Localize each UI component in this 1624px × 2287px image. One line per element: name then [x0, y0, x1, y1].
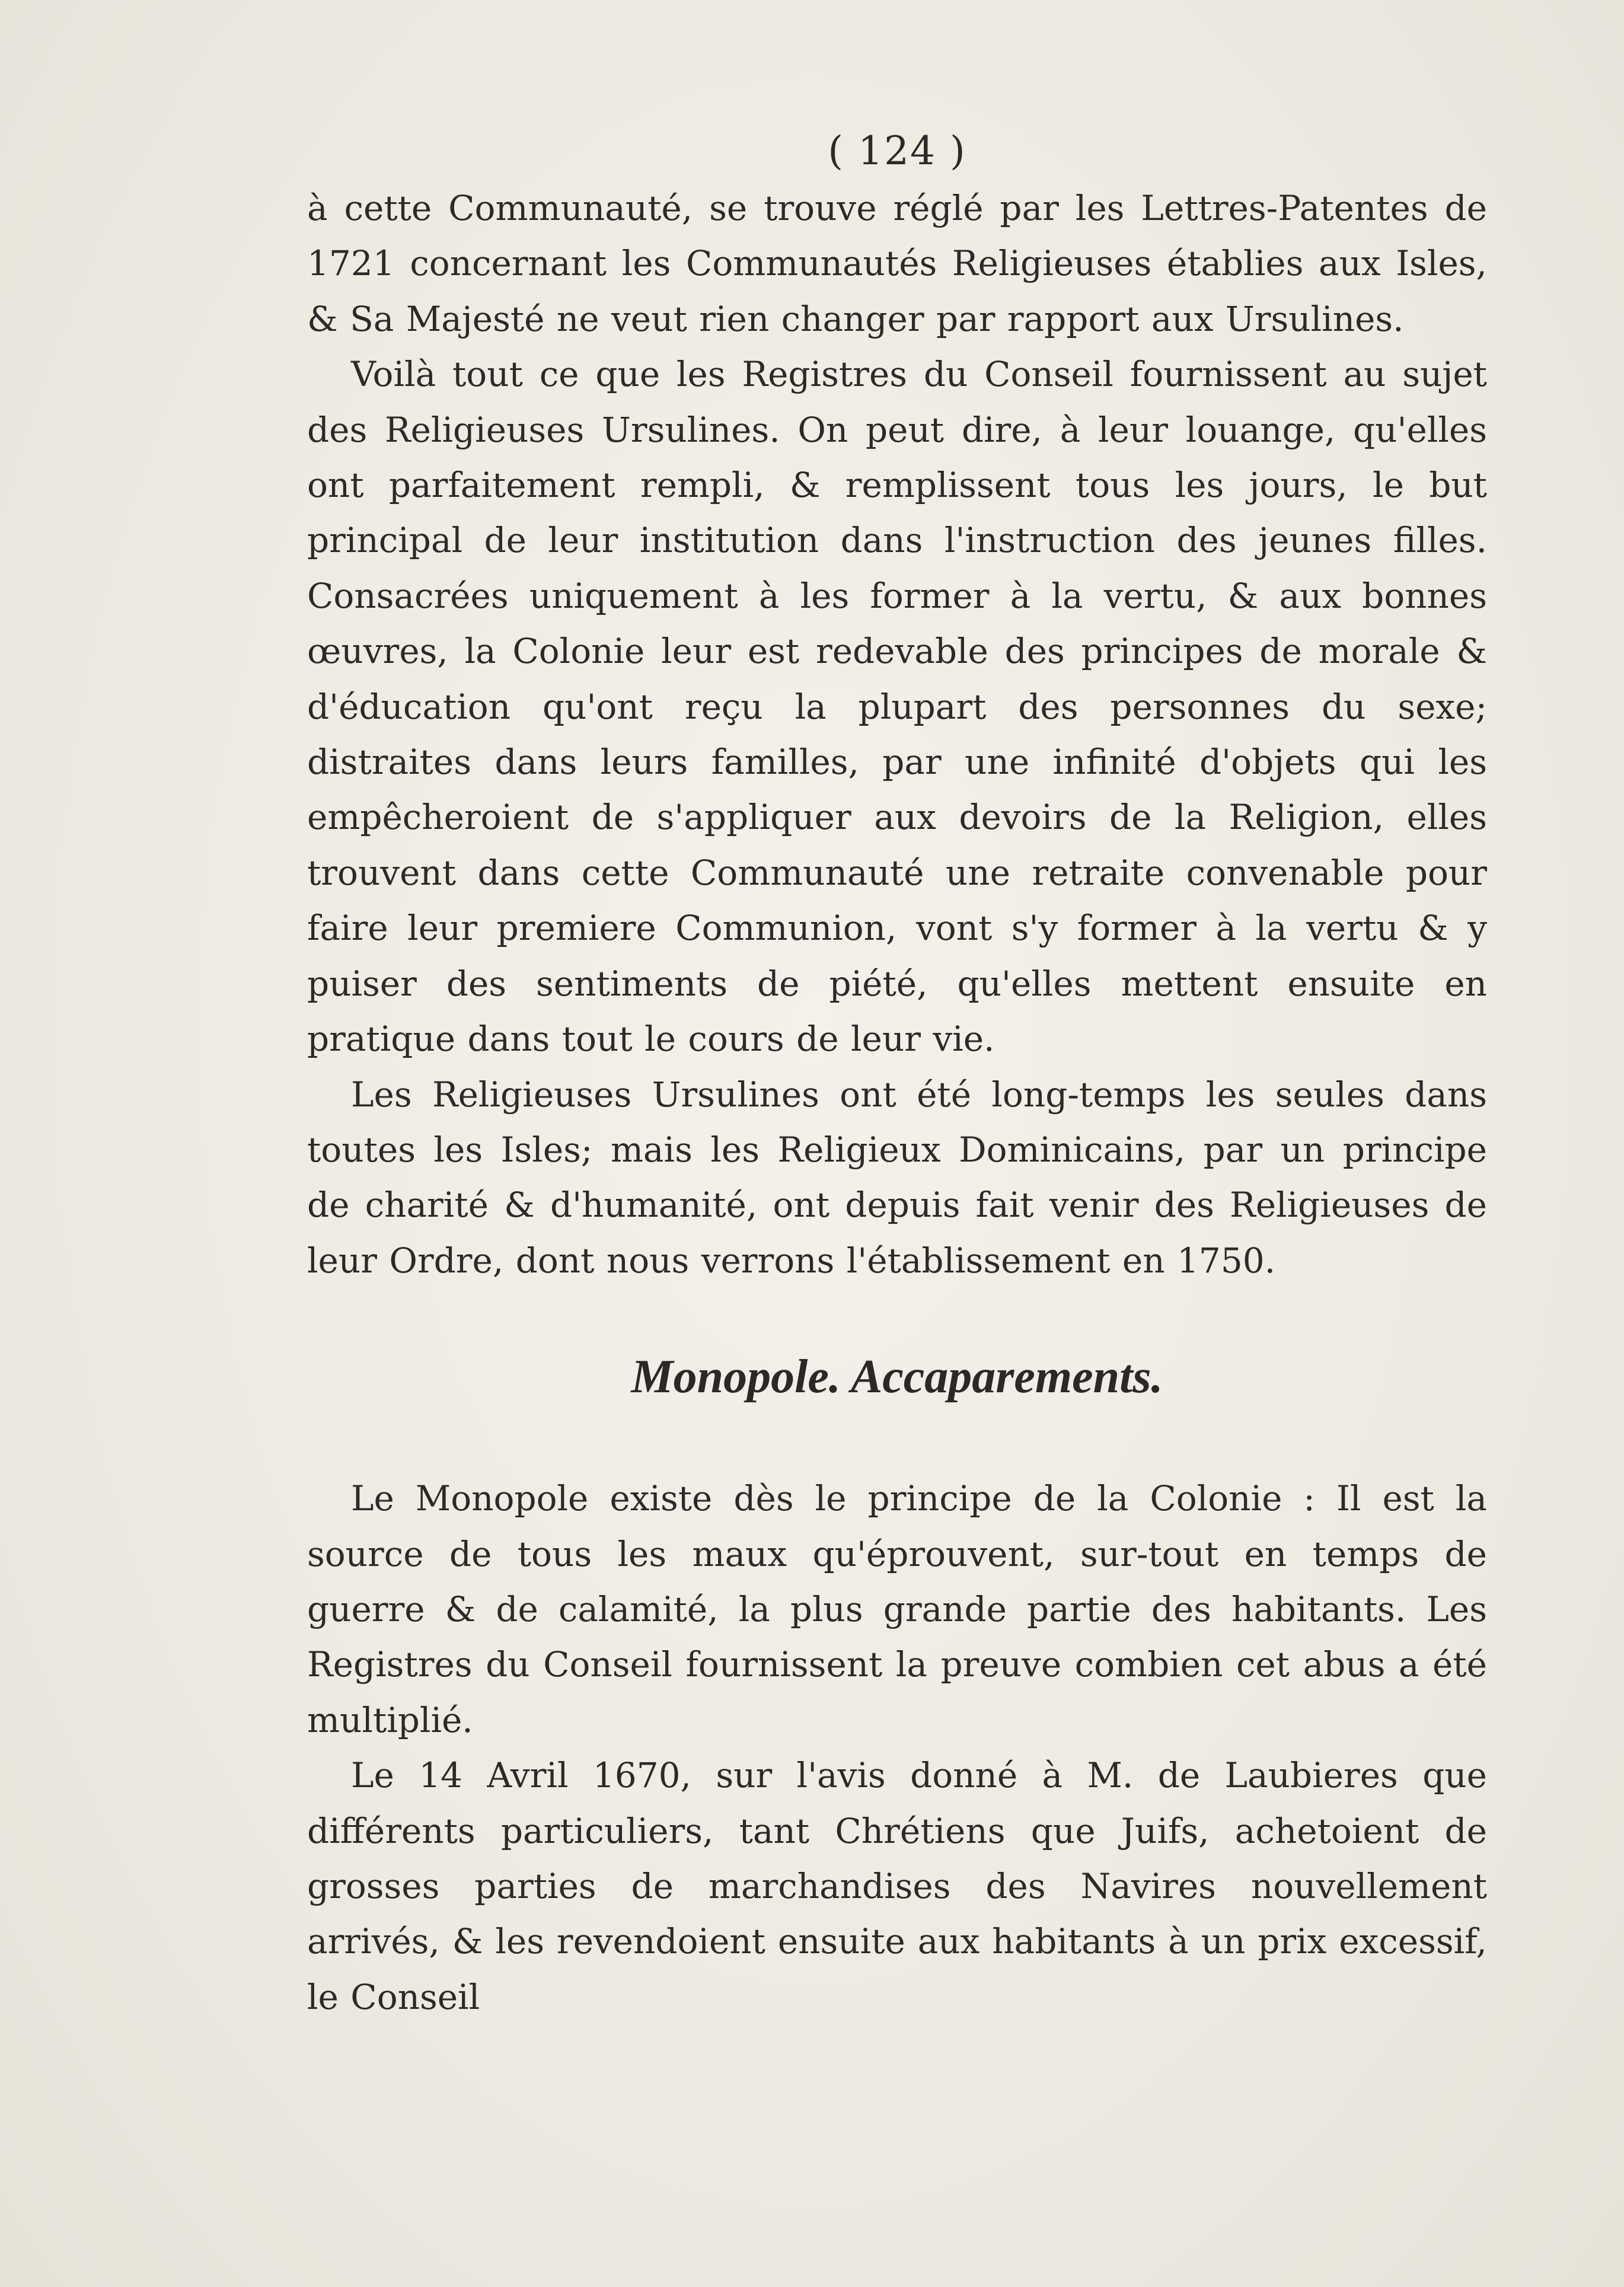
paragraph-religieuses-dominicains: Les Religieuses Ursulines ont été long-temps les seules dans toutes les Isles; mais les Religieux Dominicains, par un principe de charité & d'humanité, ont depuis fait venir des Religieuses de leur Ordre, dont nous verrons l'établissement en 1750. — [307, 1074, 1487, 1281]
page-text-block — [307, 127, 1487, 2025]
paragraph-registres-ursulines: Voilà tout ce que les Registres du Conseil fournissent au sujet des Religieuses Ursulines. On peut dire, à leur louange, qu'elles ont parfaitement rempli, & remplissent tous les jours, le but principal de leur institution dans l'instruction des jeunes filles. Consacrées uniquement à les former à la vertu, & aux bonnes œuvres, la Colonie leur est redevable des principes de morale & d'éducation qu'ont reçu la plupart des personnes du sexe; distraites dans leurs familles, par une infinité d'objets qui les empêcheroient de s'appliquer aux devoirs de la Religion, elles trouvent dans cette Communauté une retraite convenable pour faire leur premiere Communion, vont s'y former à la vertu & y puiser des sentiments de piété, qu'elles mettent ensuite en pratique dans tout le cours de leur vie. — [307, 354, 1487, 1060]
paragraph-avril-1670: Le 14 Avril 1670, sur l'avis donné à M. de Laubieres que différents particuliers, tant Chrétiens que Juifs, achetoient de grosses parties de marchandises des Navires nouvellement arrivés, & les revendoient ensuite aux habitants à un prix excessif, le Conseil — [307, 1755, 1487, 2017]
section-heading-monopole: Monopole. Accaparements. — [631, 1351, 1163, 1404]
paragraph-monopole: Le Monopole existe dès le principe de la Colonie : Il est la source de tous les maux qu'éprouvent, sur-tout en temps de guerre & de calamité, la plus grande partie des habitants. Les Registres du Conseil fournissent la preuve combien cet abus a été multiplié. — [307, 1478, 1487, 1740]
page-number: ( 124 ) — [828, 128, 966, 174]
paragraph-communaute: à cette Communauté, se trouve réglé par les Lettres-Patentes de 1721 concernant les Communautés Religieuses établies aux Isles, & Sa Majesté ne veut rien changer par rapport aux Ursulines. — [307, 188, 1487, 339]
